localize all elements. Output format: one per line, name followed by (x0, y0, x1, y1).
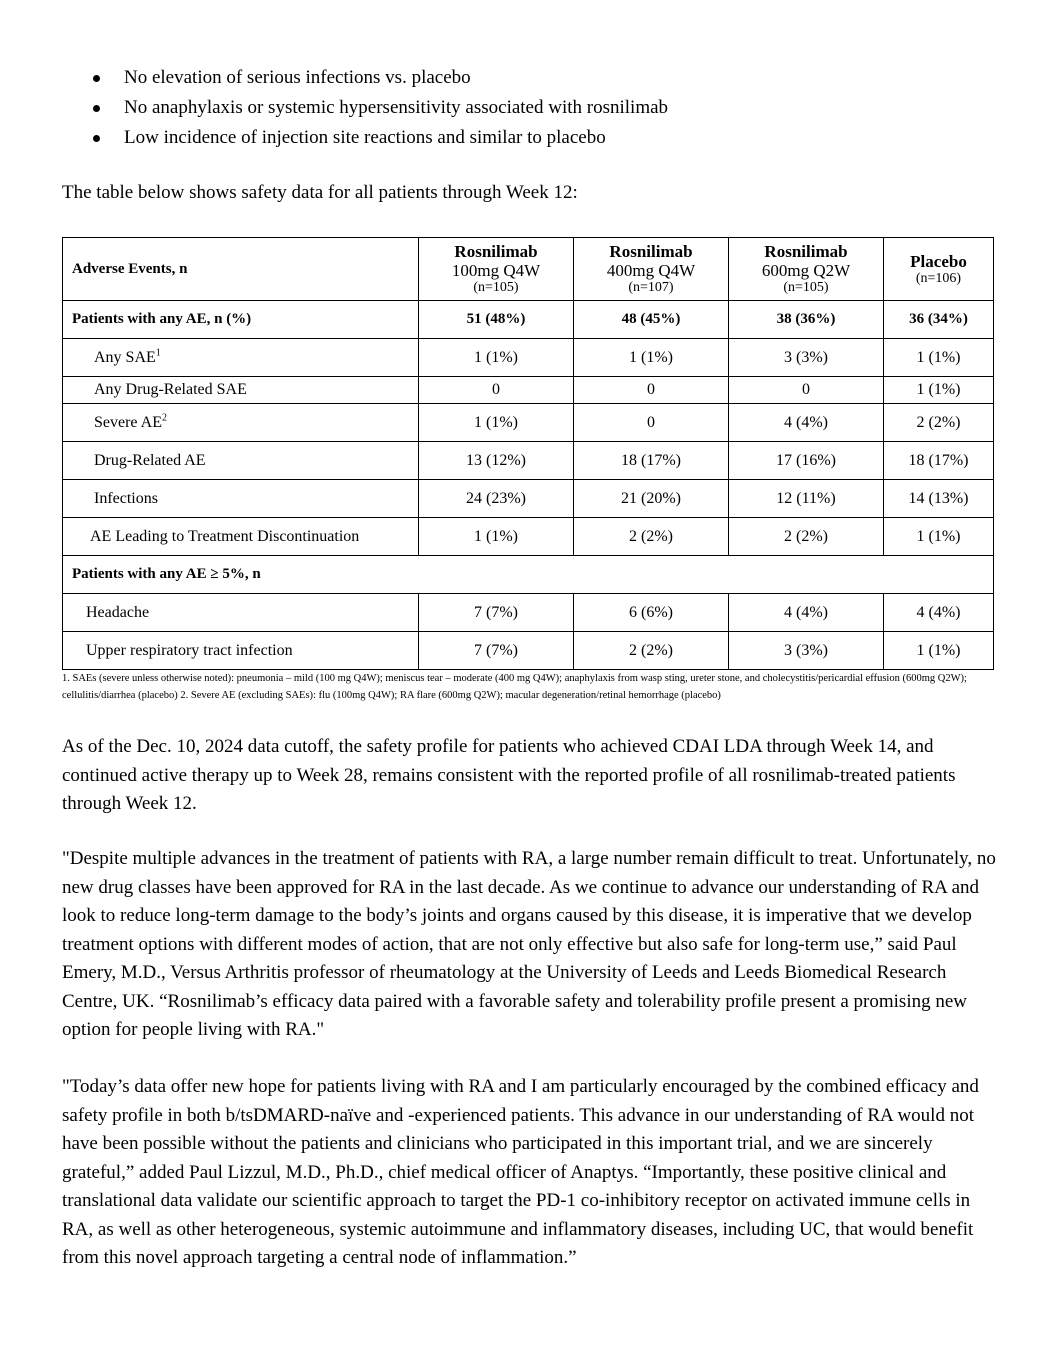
bullet-text: No anaphylaxis or systemic hypersensitivity associated with rosnilimab (124, 97, 669, 118)
table-cell: 1 (1%) (419, 518, 574, 556)
table-row (63, 301, 994, 339)
section-label: Patients with any AE ≥ 5%, n (63, 556, 994, 594)
table-cell: 0 (574, 404, 729, 442)
row-label: Upper respiratory tract infection (63, 632, 419, 670)
table-row (63, 518, 994, 556)
table-cell: 1 (1%) (884, 632, 994, 670)
table-cell: 18 (17%) (884, 442, 994, 480)
table-header-row (63, 238, 994, 301)
table-cell: 0 (419, 377, 574, 404)
table-cell: 1 (1%) (884, 377, 994, 404)
bullet-icon (93, 135, 100, 142)
footnote-marker: 2 (161, 412, 167, 424)
highlights-list (62, 63, 668, 153)
table-cell: 12 (11%) (729, 480, 884, 518)
table-cell: 13 (12%) (419, 442, 574, 480)
table-cell: 1 (1%) (419, 339, 574, 377)
table-cell: 2 (2%) (884, 404, 994, 442)
table-row (63, 404, 994, 442)
row-label: Any SAE$^1$ (63, 339, 419, 377)
table-cell: 7 (7%) (419, 632, 574, 670)
column-header-400mg: Rosnilimab 400mg Q4W (n=107) (574, 238, 729, 301)
table-cell: 1 (1%) (574, 339, 729, 377)
table-cell: 6 (6%) (574, 594, 729, 632)
bullet-icon (93, 75, 100, 82)
row-label: Patients with any AE, n (%) (63, 301, 419, 339)
table-cell: 18 (17%) (574, 442, 729, 480)
list-item (62, 63, 668, 93)
paragraph-lizzul-quote: "Today’s data offer new hope for patients living with RA and I am particularly encouraged by the combined efficacy and safety profile in both b/tsDMARD-naïve and -experienced patients. This advance in our understanding of RA would not have been possible without the patients and clinicians who participated in this important trial, and we are sincerely grateful,” added Paul Lizzul, M.D., Ph.D., chief medical officer of Anaptys. “Importantly, these positive clinical and translational data validate our scientific approach to target the PD-1 co-inhibitory receptor on activated immune cells in RA, as well as other heterogeneous, systemic autoimmune and inflammatory diseases, including UC, that would benefit from this novel approach targeting a central node of inflammation.” (62, 1076, 979, 1268)
table-cell: 1 (1%) (884, 339, 994, 377)
table-cell: 0 (729, 377, 884, 404)
row-label: Headache (63, 594, 419, 632)
table-cell: 48 (45%) (574, 301, 729, 339)
table-cell: 2 (2%) (574, 632, 729, 670)
table-row (63, 480, 994, 518)
column-header-600mg: Rosnilimab 600mg Q2W (n=105) (729, 238, 884, 301)
table-cell: 4 (4%) (729, 594, 884, 632)
table-section-row (63, 556, 994, 594)
table-footnote: 1. SAEs (severe unless otherwise noted): pneumonia – mild (100 mg Q4W); meniscus tear – moderate (400 mg Q4W); anaphylaxis from wasp sting, ureter stone, and cholecystitis/pericardial effusion (600mg Q2W); cellulitis/diarrhea (placebo) 2. Severe AE (excluding SAEs): flu (100mg Q4W); RA flare (600mg Q2W); macular degeneration/retinal hemorrhage (placebo) (62, 673, 967, 701)
table-cell: 2 (2%) (574, 518, 729, 556)
table-cell: 51 (48%) (419, 301, 574, 339)
list-item (62, 123, 668, 153)
bullet-icon (93, 105, 100, 112)
paragraph-emery-quote: "Despite multiple advances in the treatment of patients with RA, a large number remain difficult to treat. Unfortunately, no new drug classes have been approved for RA in the last decade. As we continue to advance our understanding of RA and look to reduce long-term damage to the body’s joints and organs caused by this disease, it is imperative that we develop treatment options with different modes of action, that are not only effective but also safe for long-term use,” said Paul Emery, M.D., Versus Arthritis professor of rheumatology at the University of Leeds and Leeds Biomedical Research Centre, UK. “Rosnilimab’s efficacy data paired with a favorable safety and tolerability profile present a promising new option for people living with RA." (62, 848, 996, 1040)
table-row (63, 632, 994, 670)
table-cell: 7 (7%) (419, 594, 574, 632)
table-cell: 38 (36%) (729, 301, 884, 339)
table-cell: 0 (574, 377, 729, 404)
list-item (62, 93, 668, 123)
row-label: AE Leading to Treatment Discontinuation (63, 518, 419, 556)
column-header-100mg: Rosnilimab 100mg Q4W (n=105) (419, 238, 574, 301)
table-cell: 3 (3%) (729, 632, 884, 670)
table-intro: The table below shows safety data for all patients through Week 12: (62, 182, 578, 203)
table-cell: 1 (1%) (419, 404, 574, 442)
row-label: Drug-Related AE (63, 442, 419, 480)
row-label: Severe $AE^2$ (63, 404, 419, 442)
table-cell: 1 (1%) (884, 518, 994, 556)
table-cell: 24 (23%) (419, 480, 574, 518)
table-row (63, 442, 994, 480)
table-cell: 17 (16%) (729, 442, 884, 480)
table-cell: 4 (4%) (884, 594, 994, 632)
paragraph-safety: As of the Dec. 10, 2024 data cutoff, the safety profile for patients who achieved CDAI LDA through Week 14, and continued active therapy up to Week 28, remains consistent with the reported profile of all rosnilimab-treated patients through Week 12. (62, 736, 956, 814)
row-label: Any Drug-Related SAE (63, 377, 419, 404)
row-label: Infections (63, 480, 419, 518)
bullet-text: Low incidence of injection site reactions and similar to placebo (124, 127, 606, 148)
table-cell: 14 (13%) (884, 480, 994, 518)
column-header-placebo: Placebo (n=106) (884, 238, 994, 301)
table-cell: 21 (20%) (574, 480, 729, 518)
table-cell: 3 (3%) (729, 339, 884, 377)
footnote-marker: 1 (155, 347, 161, 359)
table-cell: 2 (2%) (729, 518, 884, 556)
table-row (63, 339, 994, 377)
table-row (63, 594, 994, 632)
table-row (63, 377, 994, 404)
safety-table (62, 237, 994, 670)
table-cell: 36 (34%) (884, 301, 994, 339)
column-header-adverse-events: Adverse Events, n (63, 238, 419, 301)
table-cell: 4 (4%) (729, 404, 884, 442)
bullet-text: No elevation of serious infections vs. placebo (124, 67, 471, 88)
